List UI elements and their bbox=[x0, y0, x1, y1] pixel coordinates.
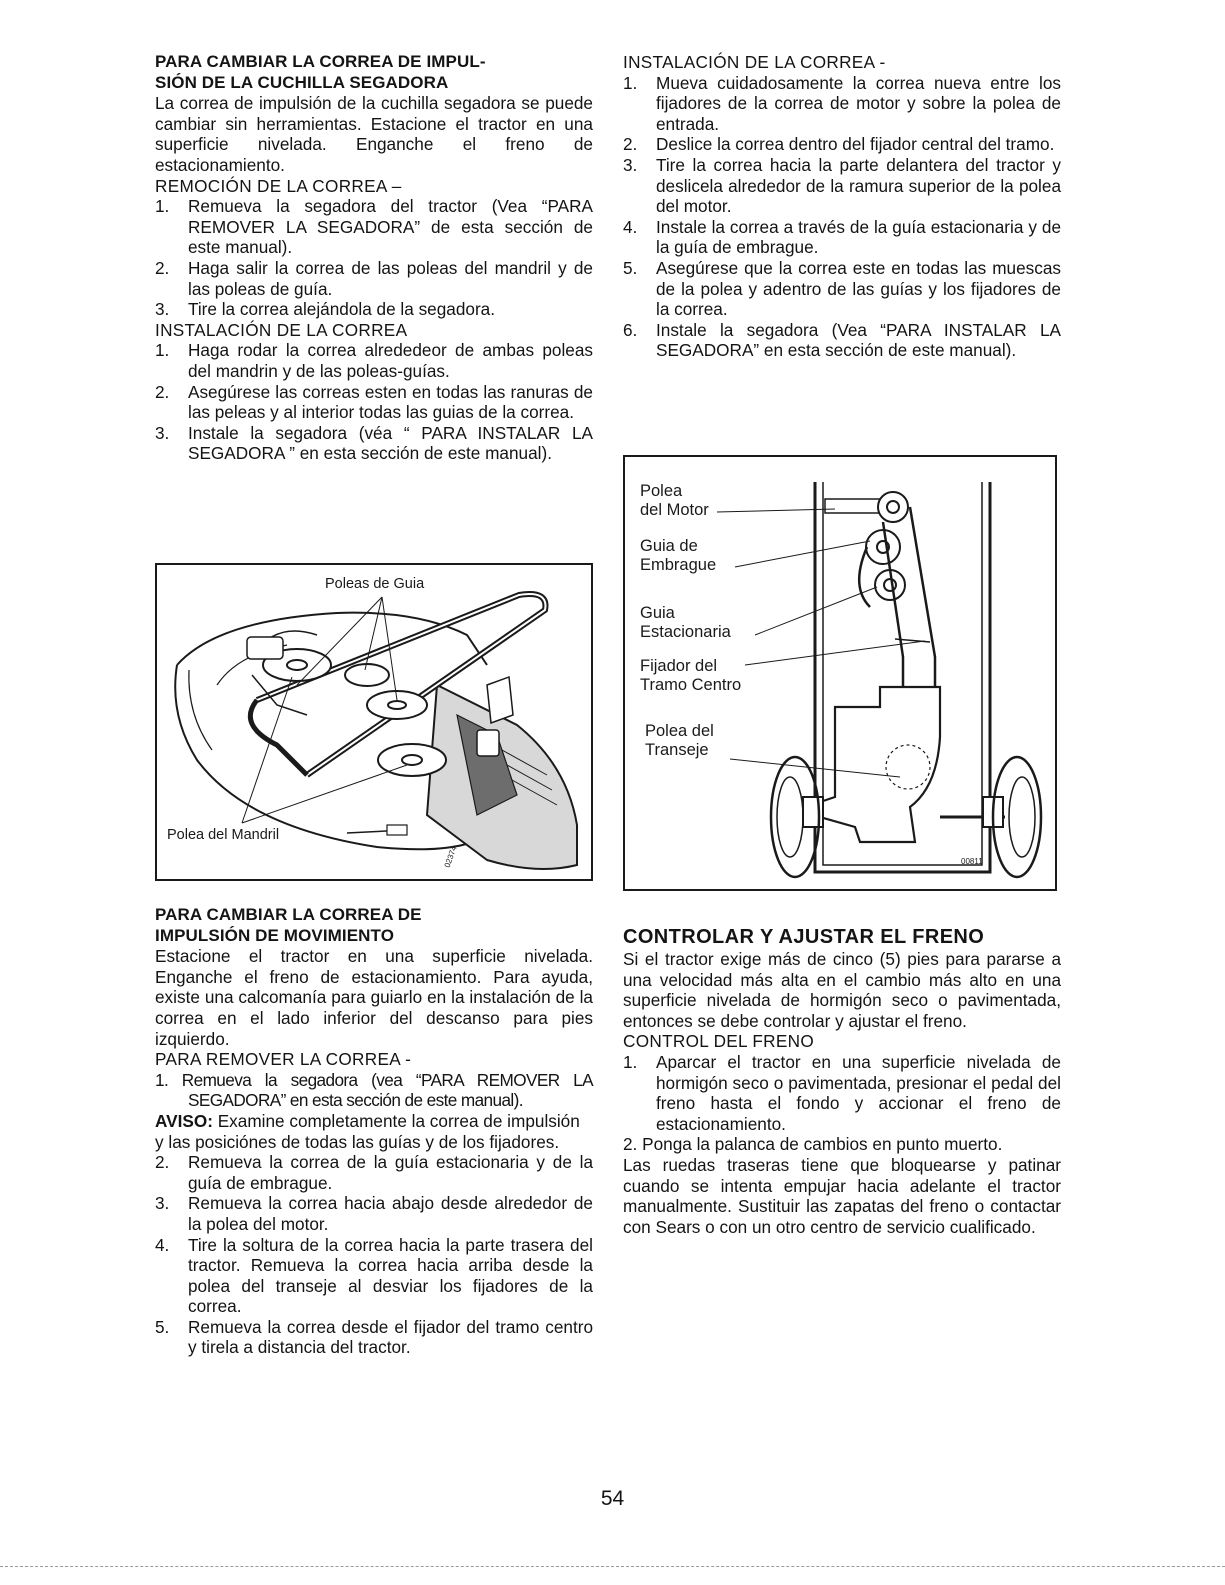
figure-code: 02374 bbox=[442, 844, 459, 869]
step-number: 3. bbox=[155, 1193, 170, 1214]
step-text: Deslice la correa dentro del fijador central del tramo. bbox=[656, 134, 1055, 155]
clutch-guide-label-line1: Guia de bbox=[640, 537, 698, 555]
transaxle bbox=[820, 687, 940, 842]
right-column-bottom bbox=[623, 925, 1061, 1237]
guide-pulley bbox=[367, 691, 427, 719]
brake-control-title: CONTROL DEL FRENO bbox=[623, 1031, 814, 1052]
motion-step bbox=[155, 1070, 593, 1111]
spindle-pulley-label: Polea del Mandril bbox=[167, 827, 280, 843]
right-column-top bbox=[623, 52, 1061, 361]
page-number: 54 bbox=[600, 1487, 625, 1510]
step-text: Mueva cuidadosamente la correa nueva entre los fijadores de la correa de motor y sobre la polea de entrada. bbox=[656, 72, 1061, 134]
install-title: INSTALACIÓN DE LA CORREA bbox=[155, 319, 408, 340]
transaxle-pulley-label-line2: Transeje bbox=[645, 741, 709, 759]
step-number: 6. bbox=[623, 319, 638, 340]
brake-closing: Las ruedas traseras tiene que bloquearse y patinar cuando se intenta empujar hacia adelante el tractor manualmente. Sustituir las zapatas del freno o contactar con Sears o con un otro centro de servicio cualificado. bbox=[623, 1154, 1061, 1237]
step-text: Tire la correa alejándola de la segadora. bbox=[188, 299, 496, 320]
removal-step bbox=[155, 196, 593, 258]
step-number: 2. bbox=[155, 1152, 170, 1173]
step-text: Ponga la palanca de cambios en punto muerto. bbox=[642, 1134, 1003, 1155]
motion-belt-intro: Estacione el tractor en una superficie nivelada. Enganche el freno de estacionamiento. Para ayuda, existe una calcomanía para guiarlo en la instalación de la correa en el lado inferior del descanso para pies izquierdo. bbox=[155, 946, 593, 1049]
step-number: 3. bbox=[155, 422, 170, 443]
leader-clutch-guide bbox=[735, 541, 870, 567]
belt-install-step bbox=[623, 155, 1061, 217]
clutch-guide-label bbox=[640, 537, 716, 575]
step-text: Asegúrese las correas esten en todas las ranuras de las peleas y al interior todas las guias de la correa. bbox=[188, 381, 593, 423]
drive-belt-figure bbox=[623, 455, 1057, 891]
clutch-guide bbox=[866, 530, 900, 564]
blade-belt-heading-line2: SIÓN DE LA CUCHILLA SEGADORA bbox=[155, 72, 449, 92]
stationary-guide-label-line1: Guia bbox=[640, 604, 675, 622]
install-step bbox=[155, 340, 593, 381]
notice bbox=[155, 1111, 593, 1152]
belt-install-title: INSTALACIÓN DE LA CORREA - bbox=[623, 52, 886, 72]
removal-steps bbox=[155, 196, 593, 320]
motor-pulley bbox=[878, 492, 908, 522]
motor-pulley-label-line2: del Motor bbox=[640, 501, 709, 519]
bottom-edge-rule bbox=[0, 1566, 1225, 1567]
mower-deck-figure bbox=[155, 563, 593, 881]
center-keeper-label-line1: Fijador del bbox=[640, 657, 718, 675]
clutch-guide-label-line2: Embrague bbox=[640, 556, 717, 574]
belt-install-step bbox=[623, 320, 1061, 361]
deck-edge bbox=[177, 613, 487, 665]
step-text: Remueva la segadora del tractor (Vea “PARA REMOVER LA SEGADORA” de esta sección de este manual). bbox=[188, 196, 593, 258]
step-number: 1. bbox=[155, 1069, 169, 1090]
motion-step bbox=[155, 1152, 593, 1193]
notice-label: AVISO: bbox=[155, 1110, 213, 1131]
motion-step bbox=[155, 1193, 593, 1234]
removal-title: REMOCIÓN DE LA CORREA – bbox=[155, 175, 402, 196]
step-number: 2. bbox=[155, 257, 170, 278]
leader-center-keeper bbox=[745, 641, 925, 665]
motor-pulley-label bbox=[640, 482, 709, 520]
transaxle-pulley-label bbox=[645, 722, 714, 760]
motion-removal-title: PARA REMOVER LA CORREA - bbox=[155, 1049, 412, 1070]
stationary-guide-label bbox=[640, 604, 731, 642]
step-text: Tire la soltura de la correa hacia la parte trasera del tractor. Remueva la correa hacia arriba desde la polea del transeje al desviar los fijadores de la correa. bbox=[188, 1234, 593, 1317]
step-number: 3. bbox=[155, 299, 170, 320]
belt-install-step bbox=[623, 217, 1061, 258]
motion-belt-heading-line1: PARA CAMBIAR LA CORREA DE bbox=[155, 905, 422, 924]
step-text: Remueva la segadora (vea “PARA REMOVER LA SEGADORA” en esta sección de este manual). bbox=[181, 1069, 593, 1111]
step-number: 2. bbox=[155, 381, 170, 402]
stationary-guide-label-line2: Estacionaria bbox=[640, 623, 731, 641]
motion-step bbox=[155, 1317, 593, 1358]
step-text: Remueva la correa de la guía estacionaria y de la guía de embrague. bbox=[188, 1152, 593, 1193]
motor-pulley-label-line1: Polea bbox=[640, 482, 683, 500]
removal-step bbox=[155, 258, 593, 299]
step-number: 1. bbox=[155, 340, 170, 361]
brake-intro: Si el tractor exige más de cinco (5) pies para pararse a una velocidad más alta en el cambio más alto en una superficie nivelada de hormigón seco o pavimentada, entonces se debe controlar y ajustar el freno. bbox=[623, 949, 1061, 1031]
install-steps bbox=[155, 340, 593, 464]
step-text: Instale la correa a través de la guía estacionaria y de la guía de embrague. bbox=[656, 216, 1061, 258]
step-text: Haga salir la correa de las poleas del mandril y de las poleas de guía. bbox=[188, 257, 593, 299]
brake-step bbox=[623, 1134, 1061, 1155]
step-number: 4. bbox=[155, 1234, 170, 1255]
step-number: 3. bbox=[623, 154, 638, 175]
guide-pulleys-label: Poleas de Guia bbox=[325, 576, 425, 592]
step-text: Remueva la correa hacia abajo desde alrededor de la polea del motor. bbox=[188, 1193, 593, 1234]
belt-install-step bbox=[623, 258, 1061, 320]
brake-step bbox=[623, 1052, 1061, 1134]
removal-step bbox=[155, 299, 593, 320]
left-column-top bbox=[155, 52, 593, 464]
blade-belt-intro: La correa de impulsión de la cuchilla segadora se puede cambiar sin herramientas. Estacione el tractor en una superficie nivelada. Enganche el freno de estacionamiento. bbox=[155, 93, 593, 175]
motion-belt-heading-line2: IMPULSIÓN DE MOVIMIENTO bbox=[155, 925, 395, 945]
motion-step bbox=[155, 1235, 593, 1317]
blade-belt-heading-line1: PARA CAMBIAR LA CORREA DE IMPUL- bbox=[155, 52, 486, 71]
step-number: 5. bbox=[155, 1316, 170, 1337]
notice-text: Examine completamente la correa de impulsión y las posiciónes de todas las guías y de los fijadores. bbox=[155, 1110, 580, 1152]
step-text: Tire la correa hacia la parte delantera del tractor y deslicela alrededor de la ramura superior de la polea del motor. bbox=[656, 154, 1061, 217]
step-text: Aparcar el tractor en una superficie nivelada de hormigón seco o pavimentada, presionar el pedal del freno hasta el fondo y accionar el freno de estacionamiento. bbox=[656, 1051, 1061, 1134]
step-number: 5. bbox=[623, 257, 638, 278]
step-text: Remueva la correa desde el fijador del tramo centro y tirela a distancia del tractor. bbox=[188, 1316, 593, 1358]
figure-code: 00811 bbox=[961, 857, 983, 866]
transaxle-pulley-label-line1: Polea del bbox=[645, 722, 714, 740]
step-number: 2. bbox=[623, 1134, 638, 1155]
step-number: 4. bbox=[623, 216, 638, 237]
brake-heading: CONTROLAR Y AJUSTAR EL FRENO bbox=[623, 926, 985, 948]
center-keeper-label-line2: Tramo Centro bbox=[640, 676, 742, 694]
step-text: Instale la segadora (Vea “PARA INSTALAR LA SEGADORA” en esta sección de este manual). bbox=[656, 319, 1061, 361]
blade-belt-heading bbox=[155, 52, 593, 93]
step-text: Asegúrese que la correa este en todas las muescas de la polea y adentro de las guías y los fijadores de la correa. bbox=[656, 257, 1061, 320]
leader-motor-pulley bbox=[717, 509, 835, 512]
step-number: 1. bbox=[623, 1051, 638, 1072]
install-step bbox=[155, 423, 593, 464]
install-step bbox=[155, 382, 593, 423]
motion-belt-heading bbox=[155, 905, 593, 946]
step-text: Instale la segadora (véa “ PARA INSTALAR LA SEGADORA ” en esta sección de este manual). bbox=[188, 422, 593, 464]
left-column-bottom bbox=[155, 905, 593, 1358]
belt-install-step bbox=[623, 73, 1061, 135]
step-number: 1. bbox=[623, 72, 638, 93]
belt-install-step bbox=[623, 134, 1061, 155]
step-number: 2. bbox=[623, 134, 638, 155]
step-number: 1. bbox=[155, 196, 170, 217]
step-text: Haga rodar la correa alrededeor de ambas poleas del mandrin y de las poleas-guías. bbox=[188, 340, 593, 381]
center-keeper-label bbox=[640, 657, 741, 695]
